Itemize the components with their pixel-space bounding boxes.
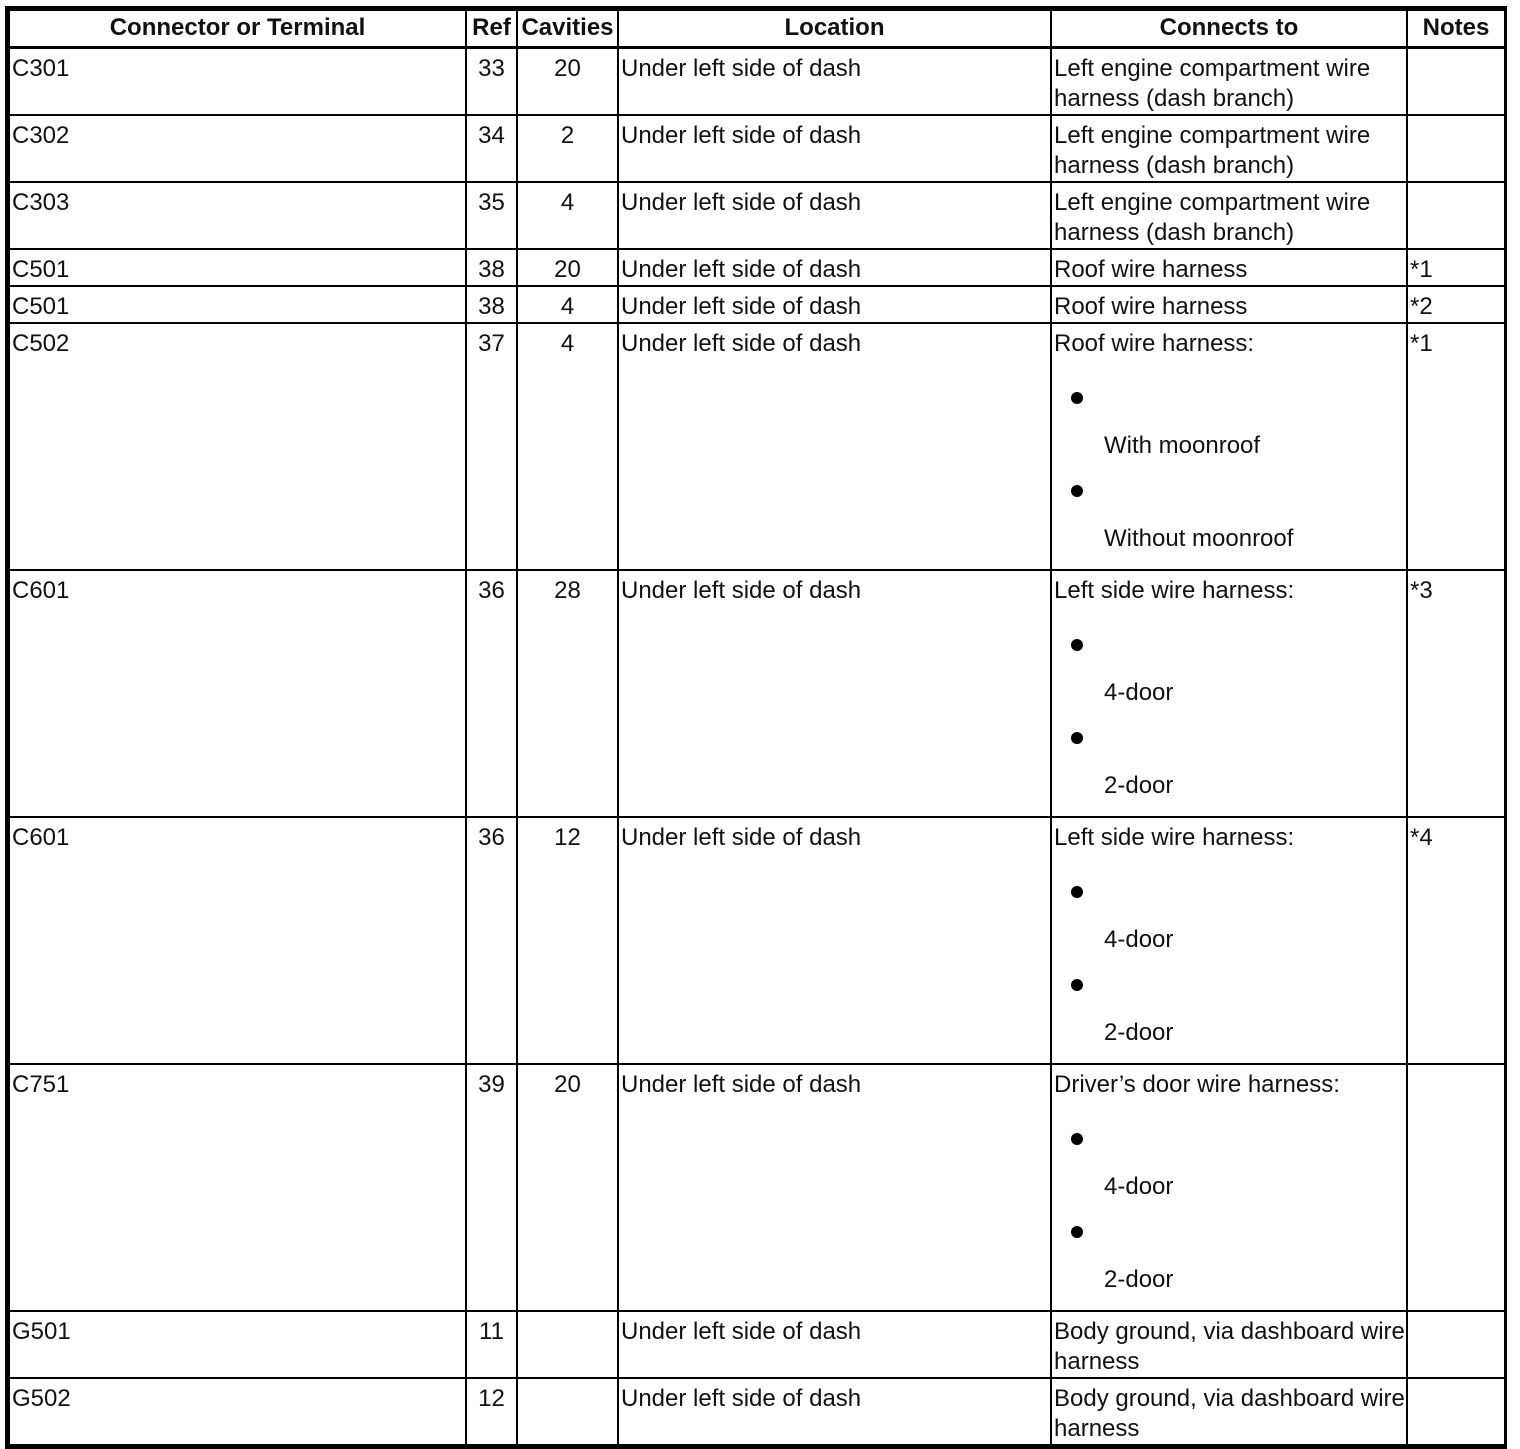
bullet-icon [1071, 639, 1083, 651]
cell-connects-to [1051, 1311, 1407, 1378]
cell-connects-to [1051, 323, 1407, 570]
cell-notes [1407, 115, 1505, 182]
sub-item-label: 2-door [1104, 1266, 1174, 1293]
header-connects-to: Connects to [1051, 10, 1407, 48]
cell-connector: G502 [9, 1378, 466, 1445]
connects-to-sub-item [1054, 946, 1406, 1046]
header-connector: Connector or Terminal [9, 10, 466, 48]
connects-to-sub-item [1054, 452, 1406, 552]
connects-to-sub-list [1054, 1100, 1406, 1293]
connects-to-sub-list [1054, 606, 1406, 799]
connects-to-text: Body ground, via dashboard wire harness [1054, 1318, 1405, 1375]
cell-cavities: 20 [517, 1064, 618, 1311]
header-ref: Ref [466, 10, 517, 48]
connects-to-sub-list [1054, 359, 1406, 552]
cell-notes [1407, 182, 1505, 249]
connects-to-text: Driver’s door wire harness: [1054, 1071, 1340, 1098]
connects-to-text: Roof wire harness [1054, 293, 1248, 320]
cell-notes: *3 [1407, 570, 1505, 817]
connects-to-sub-item [1054, 1193, 1406, 1293]
cell-ref: 11 [466, 1311, 517, 1378]
cell-notes: *2 [1407, 286, 1505, 323]
header-row [9, 10, 1505, 48]
cell-notes: *1 [1407, 323, 1505, 570]
connects-to-sub-item [1054, 359, 1406, 459]
connects-to-text: Left engine compartment wire harness (dash branch) [1054, 55, 1371, 112]
cell-connects-to [1051, 286, 1407, 323]
cell-connector: C601 [9, 570, 466, 817]
connects-to-text: Body ground, via dashboard wire harness [1054, 1385, 1405, 1442]
connects-to-text: Left side wire harness: [1054, 577, 1295, 604]
cell-location: Under left side of dash [618, 249, 1051, 286]
connects-to-text: Left engine compartment wire harness (dash branch) [1054, 122, 1371, 179]
cell-connects-to [1051, 1064, 1407, 1311]
sub-item-label: 4-door [1104, 926, 1174, 953]
cell-connector: C501 [9, 249, 466, 286]
connects-to-sub-item [1054, 853, 1406, 953]
table-row [9, 817, 1505, 1064]
cell-connector: G501 [9, 1311, 466, 1378]
cell-cavities [517, 1311, 618, 1378]
cell-cavities: 12 [517, 817, 618, 1064]
cell-connector: C502 [9, 323, 466, 570]
cell-ref: 34 [466, 115, 517, 182]
table-row [9, 1378, 1505, 1445]
table-row [9, 1064, 1505, 1311]
connects-to-sub-item [1054, 1100, 1406, 1200]
bullet-icon [1071, 485, 1083, 497]
sub-item-label: 2-door [1104, 1019, 1174, 1046]
cell-cavities: 20 [517, 249, 618, 286]
cell-notes [1407, 1311, 1505, 1378]
cell-location: Under left side of dash [618, 323, 1051, 570]
sub-item-label: 4-door [1104, 679, 1174, 706]
connects-to-sub-item [1054, 606, 1406, 706]
cell-cavities: 28 [517, 570, 618, 817]
cell-ref: 33 [466, 48, 517, 116]
cell-connector: C301 [9, 48, 466, 116]
connects-to-sub-list [1054, 853, 1406, 1046]
cell-location: Under left side of dash [618, 817, 1051, 1064]
connector-location-table [8, 9, 1506, 1446]
cell-ref: 39 [466, 1064, 517, 1311]
sub-item-label: With moonroof [1104, 432, 1261, 459]
cell-notes [1407, 48, 1505, 116]
cell-notes: *4 [1407, 817, 1505, 1064]
cell-cavities: 4 [517, 323, 618, 570]
bullet-icon [1071, 1226, 1083, 1238]
table-row [9, 249, 1505, 286]
bullet-icon [1071, 392, 1083, 404]
bullet-icon [1071, 979, 1083, 991]
cell-ref: 36 [466, 817, 517, 1064]
connector-table-frame [5, 6, 1507, 1449]
cell-cavities: 20 [517, 48, 618, 116]
connects-to-sub-item [1054, 699, 1406, 799]
cell-location: Under left side of dash [618, 570, 1051, 817]
bullet-icon [1071, 886, 1083, 898]
table-row [9, 286, 1505, 323]
cell-notes [1407, 1378, 1505, 1445]
cell-location: Under left side of dash [618, 286, 1051, 323]
cell-notes: *1 [1407, 249, 1505, 286]
cell-ref: 35 [466, 182, 517, 249]
connects-to-text: Roof wire harness: [1054, 330, 1255, 357]
cell-connects-to [1051, 182, 1407, 249]
header-cavities: Cavities [517, 10, 618, 48]
header-notes: Notes [1407, 10, 1505, 48]
cell-location: Under left side of dash [618, 1311, 1051, 1378]
cell-ref: 38 [466, 286, 517, 323]
cell-location: Under left side of dash [618, 182, 1051, 249]
connects-to-text: Left engine compartment wire harness (dash branch) [1054, 189, 1371, 246]
cell-connector: C302 [9, 115, 466, 182]
table-row [9, 1311, 1505, 1378]
cell-connects-to [1051, 817, 1407, 1064]
cell-location: Under left side of dash [618, 1064, 1051, 1311]
cell-cavities: 4 [517, 286, 618, 323]
table-row [9, 570, 1505, 817]
cell-cavities [517, 1378, 618, 1445]
table-header [9, 10, 1505, 48]
header-location: Location [618, 10, 1051, 48]
cell-ref: 12 [466, 1378, 517, 1445]
bullet-icon [1071, 732, 1083, 744]
cell-connects-to [1051, 115, 1407, 182]
cell-ref: 36 [466, 570, 517, 817]
cell-connects-to [1051, 249, 1407, 286]
cell-ref: 37 [466, 323, 517, 570]
cell-connector: C601 [9, 817, 466, 1064]
cell-cavities: 4 [517, 182, 618, 249]
table-row [9, 323, 1505, 570]
connects-to-text: Roof wire harness [1054, 256, 1248, 283]
table-row [9, 48, 1505, 116]
connects-to-text: Left side wire harness: [1054, 824, 1295, 851]
sub-item-label: 4-door [1104, 1173, 1174, 1200]
cell-notes [1407, 1064, 1505, 1311]
cell-connector: C751 [9, 1064, 466, 1311]
cell-location: Under left side of dash [618, 1378, 1051, 1445]
cell-ref: 38 [466, 249, 517, 286]
cell-location: Under left side of dash [618, 115, 1051, 182]
table-row [9, 115, 1505, 182]
table-row [9, 182, 1505, 249]
cell-connector: C303 [9, 182, 466, 249]
cell-connects-to [1051, 48, 1407, 116]
cell-connects-to [1051, 1378, 1407, 1445]
cell-connector: C501 [9, 286, 466, 323]
table-body [9, 48, 1505, 1446]
sub-item-label: Without moonroof [1104, 525, 1294, 552]
sub-item-label: 2-door [1104, 772, 1174, 799]
bullet-icon [1071, 1133, 1083, 1145]
cell-connects-to [1051, 570, 1407, 817]
cell-location: Under left side of dash [618, 48, 1051, 116]
cell-cavities: 2 [517, 115, 618, 182]
